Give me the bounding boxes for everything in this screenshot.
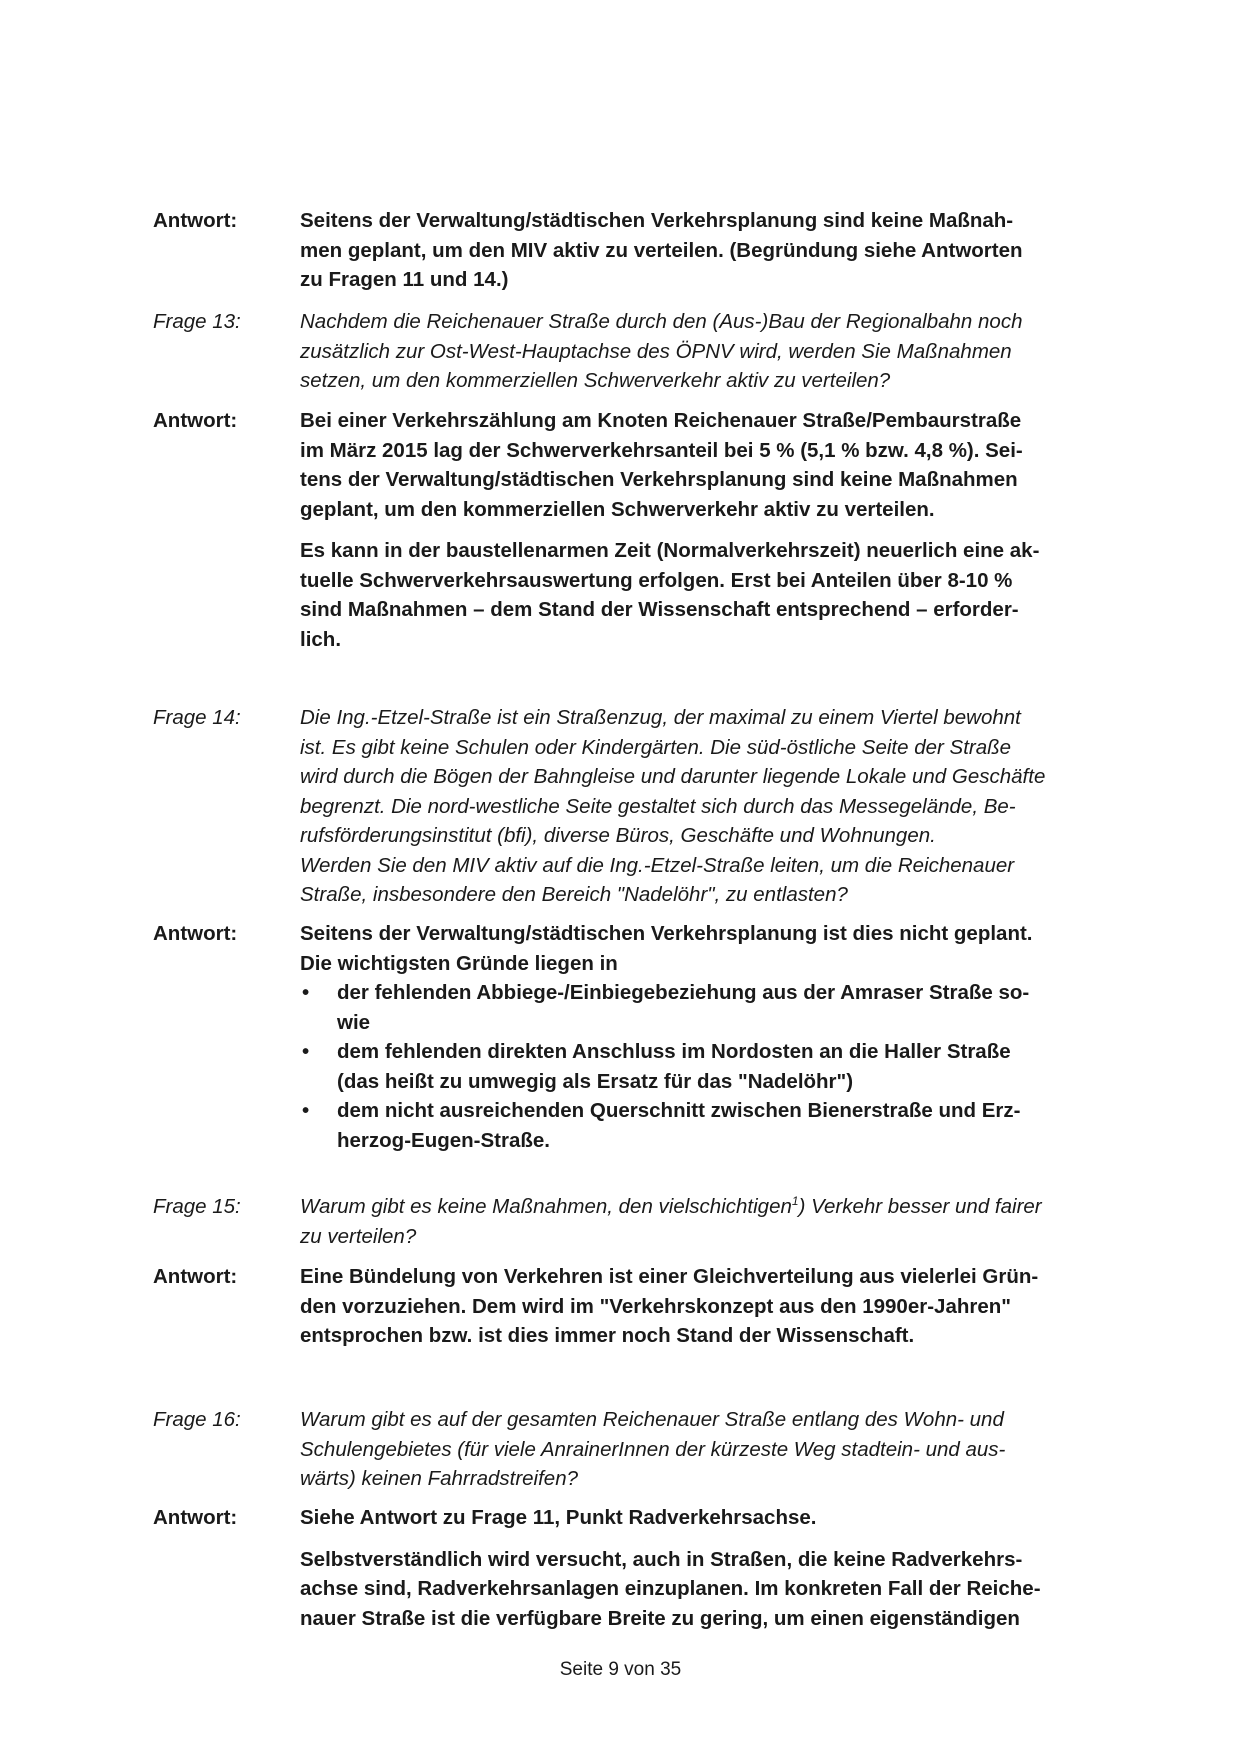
page-number: Seite 9 von 35 bbox=[559, 1659, 682, 1680]
answer-text bbox=[300, 919, 1133, 1155]
answer-label: Antwort: bbox=[153, 1265, 238, 1288]
text-line: zu Fragen 11 und 14.) bbox=[300, 268, 509, 291]
text-line: setzen, um den kommerziellen Schwerverkehr aktiv zu verteilen? bbox=[300, 369, 891, 392]
list-item bbox=[300, 1096, 1133, 1155]
text-line: zu verteilen? bbox=[300, 1224, 417, 1248]
text-line: lich. bbox=[300, 627, 342, 651]
text-line: (das heißt zu umwegig als Ersatz für das "Nadelöhr") bbox=[337, 1069, 854, 1093]
text-line: wärts) keinen Fahrradstreifen? bbox=[300, 1467, 579, 1490]
text-line: dem nicht ausreichenden Querschnitt zwischen Bienerstraße und Erz- bbox=[337, 1099, 1021, 1122]
answer-16-block bbox=[153, 1503, 1133, 1633]
text-line: Selbstverständlich wird versucht, auch in Straßen, die keine Radverkehrs- bbox=[300, 1547, 1023, 1571]
question-label: Frage 15: bbox=[153, 1195, 241, 1218]
text-line: Es kann in der baustellenarmen Zeit (Normalverkehrszeit) neuerlich eine ak- bbox=[300, 539, 1040, 562]
answer-paragraph bbox=[300, 536, 1133, 654]
text-line: wird durch die Bögen der Bahngleise und darunter liegende Lokale und Geschäfte bbox=[300, 765, 1046, 788]
text-line: wie bbox=[337, 1010, 371, 1034]
answer-text bbox=[300, 1262, 1133, 1351]
question-text bbox=[300, 307, 1133, 396]
list-item bbox=[300, 978, 1133, 1037]
text-line: Siehe Antwort zu Frage 11, Punkt Radverkehrsachse. bbox=[300, 1506, 817, 1529]
question-label: Frage 14: bbox=[153, 706, 241, 729]
text-line: Die Ing.-Etzel-Straße ist ein Straßenzug, der maximal zu einem Viertel bewohnt bbox=[300, 706, 1021, 729]
bullet-icon: • bbox=[302, 1040, 310, 1063]
text-line bbox=[300, 1192, 1133, 1222]
text-line: Schulengebietes (für viele AnrainerInnen der kürzeste Weg stadtein- und aus- bbox=[300, 1437, 1006, 1461]
text-line: dem fehlenden direkten Anschluss im Nordosten an die Haller Straße bbox=[337, 1040, 1011, 1063]
list-item bbox=[300, 1037, 1133, 1096]
text-fragment: Warum gibt es keine Maßnahmen, den vielschichtigen bbox=[300, 1195, 792, 1218]
answer-text bbox=[300, 406, 1133, 654]
bullet-icon: • bbox=[302, 981, 310, 1004]
answer-label: Antwort: bbox=[153, 409, 238, 432]
text-line: im März 2015 lag der Schwerverkehrsanteil bei 5 % (5,1 % bzw. 4,8 %). Sei- bbox=[300, 438, 1023, 462]
text-line: tuelle Schwerverkehrsauswertung erfolgen. Erst bei Anteilen über 8-10 % bbox=[300, 568, 1013, 592]
question-text bbox=[300, 1192, 1133, 1251]
text-line: ist. Es gibt keine Schulen oder Kindergärten. Die süd-östliche Seite der Straße bbox=[300, 735, 1012, 759]
answer-label: Antwort: bbox=[153, 1506, 238, 1529]
answer-15-block bbox=[153, 1262, 1133, 1351]
answer-14-block bbox=[153, 919, 1133, 1155]
text-line: herzog-Eugen-Straße. bbox=[337, 1128, 550, 1152]
answer-text bbox=[300, 206, 1133, 295]
question-label: Frage 16: bbox=[153, 1408, 241, 1431]
text-line: geplant, um den kommerziellen Schwerverkehr aktiv zu verteilen. bbox=[300, 497, 935, 521]
text-line: Nachdem die Reichenauer Straße durch den (Aus-)Bau der Regionalbahn noch bbox=[300, 310, 1023, 333]
text-line: Seitens der Verwaltung/städtischen Verkehrsplanung ist dies nicht geplant. bbox=[300, 922, 1033, 945]
footnote-mark: 1 bbox=[791, 1194, 799, 1209]
answer-text bbox=[300, 1503, 1133, 1633]
text-line: Straße, insbesondere den Bereich "Nadelöhr", zu entlasten? bbox=[300, 883, 848, 906]
text-line: Seitens der Verwaltung/städtischen Verkehrsplanung sind keine Maßnah- bbox=[300, 209, 1014, 232]
question-text bbox=[300, 1405, 1133, 1494]
answer-paragraph bbox=[300, 1545, 1133, 1634]
text-line: Eine Bündelung von Verkehren ist einer Gleichverteilung aus vielerlei Grün- bbox=[300, 1265, 1039, 1288]
text-line: Bei einer Verkehrszählung am Knoten Reichenauer Straße/Pembaurstraße bbox=[300, 409, 1022, 432]
question-15-block bbox=[153, 1192, 1133, 1251]
question-14-block bbox=[153, 703, 1133, 910]
answer-paragraph bbox=[300, 406, 1133, 524]
text-line: Warum gibt es auf der gesamten Reichenauer Straße entlang des Wohn- und bbox=[300, 1408, 1004, 1431]
bullet-icon: • bbox=[302, 1099, 310, 1122]
question-label: Frage 13: bbox=[153, 310, 241, 333]
answer-block bbox=[153, 206, 1133, 295]
text-line: nauer Straße ist die verfügbare Breite zu gering, um einen eigenständigen bbox=[300, 1606, 1020, 1630]
text-fragment: ) Verkehr besser und fairer bbox=[798, 1195, 1042, 1218]
answer-label: Antwort: bbox=[153, 922, 238, 945]
text-line: entsprochen bzw. ist dies immer noch Stand der Wissenschaft. bbox=[300, 1324, 915, 1347]
text-line: achse sind, Radverkehrsanlagen einzuplanen. Im konkreten Fall der Reiche- bbox=[300, 1577, 1041, 1600]
answer-13-block bbox=[153, 406, 1133, 654]
text-line: der fehlenden Abbiege-/Einbiegebeziehung aus der Amraser Straße so- bbox=[337, 981, 1030, 1004]
text-line: tens der Verwaltung/städtischen Verkehrsplanung sind keine Maßnahmen bbox=[300, 468, 1018, 491]
question-16-block bbox=[153, 1405, 1133, 1494]
question-13-block bbox=[153, 307, 1133, 396]
question-text bbox=[300, 703, 1133, 910]
answer-label: Antwort: bbox=[153, 209, 238, 232]
text-line: Die wichtigsten Gründe liegen in bbox=[300, 951, 618, 975]
text-line: den vorzuziehen. Dem wird im "Verkehrskonzept aus den 1990er-Jahren" bbox=[300, 1294, 1011, 1318]
text-line: Werden Sie den MIV aktiv auf die Ing.-Etzel-Straße leiten, um die Reichenauer bbox=[300, 853, 1015, 877]
text-line: zusätzlich zur Ost-West-Hauptachse des ÖPNV wird, werden Sie Maßnahmen bbox=[300, 339, 1012, 363]
text-line: sind Maßnahmen – dem Stand der Wissenschaft entsprechend – erforder- bbox=[300, 598, 1019, 621]
answer-paragraph bbox=[300, 1503, 1133, 1533]
text-line: begrenzt. Die nord-westliche Seite gestaltet sich durch das Messegelände, Be- bbox=[300, 794, 1016, 818]
text-line: men geplant, um den MIV aktiv zu verteilen. (Begründung siehe Antworten bbox=[300, 238, 1023, 262]
text-line: rufsförderungsinstitut (bfi), diverse Büros, Geschäfte und Wohnungen. bbox=[300, 824, 936, 847]
